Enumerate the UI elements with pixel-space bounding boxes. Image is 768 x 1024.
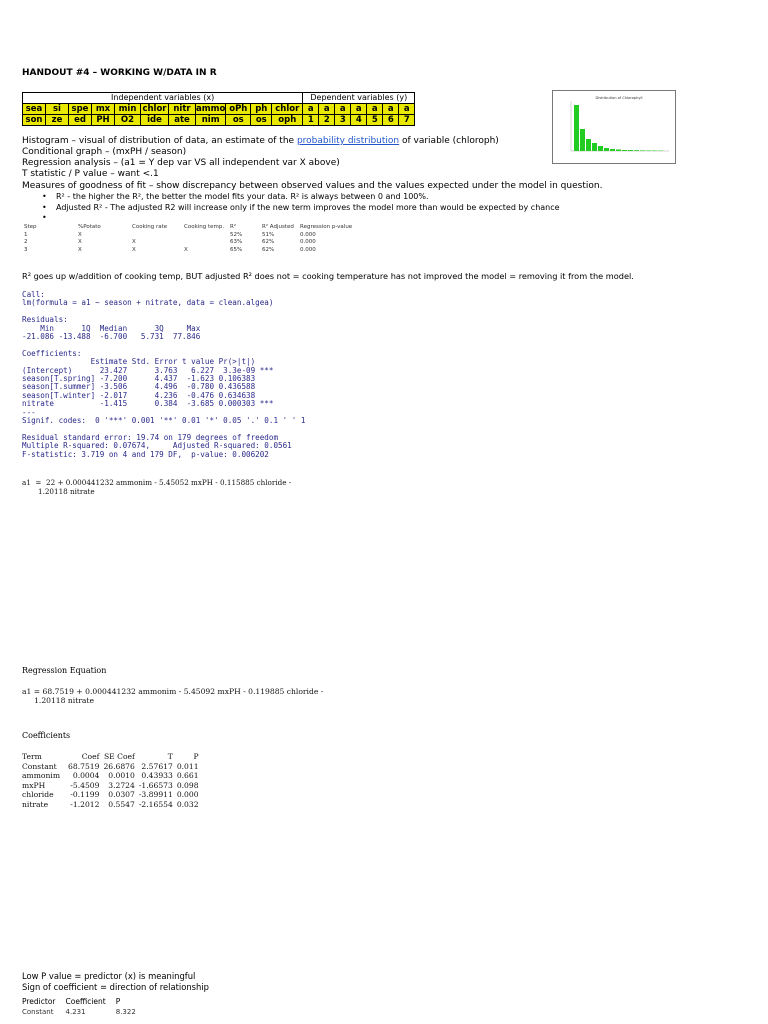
histogram-line: Histogram – visual of distribution of data, an estimate of the probability distribution of variable (chloroph) (22, 136, 499, 146)
coefficients-header-cell: Coef (81, 752, 100, 761)
dependent-var-cell: a (319, 104, 335, 115)
steps-cell: X (78, 246, 82, 253)
histogram-bar (622, 150, 627, 151)
independent-var-cell: nitr (169, 104, 196, 115)
chlorophyll-histogram-thumbnail (552, 90, 676, 164)
independent-var-cell: os (251, 115, 272, 126)
independent-var-cell: os (226, 115, 251, 126)
page-title: HANDOUT #4 – WORKING W/DATA IN R (22, 68, 217, 78)
steps-header-cell: R² Adjusted (262, 224, 294, 230)
r-regression-output: Call: lm(formula = a1 ~ season + nitrate, data = clean.algea) Residuals: Min 1Q Median 3Q Max -21.086 -13.488 -6.700 5.731 77.846 Coefficients: Estimate Std. Error t value Pr(>|t|) (Intercept) 23.427 3.763 6.227 3.3e-09 *** season[T.spring] -7.200 4.437 -1.623 0.106383 season[T.summer] -3.506 4.496 -0.780 0.436588 season[T.winter] -2.017 4.236 -0.476 0.634638 nitrate -1.415 0.384 -3.685 0.000303 *** --- Signif. codes: 0 '***' 0.001 '**' 0.01 '*' 0.05 '.' 0.1 ' ' 1 Residual standard error: 19.74 on 179 degrees of freedom Multiple R-squared: 0.07674, Adjusted R-squared: 0.0561 F-statistic: 3.719 on 4 and 179 DF, p-value: 0.006202 (22, 290, 306, 459)
coefficients-cell: 68.7519 (68, 761, 100, 771)
dependent-var-cell: a (367, 104, 383, 115)
sign-coefficient-note: Sign of coefficient = direction of relationship (22, 982, 209, 992)
independent-var-cell: son (23, 115, 46, 126)
independent-var-cell: ph (251, 104, 272, 115)
histogram-svg (553, 91, 675, 163)
coefficients-cell: 0.098 (176, 780, 199, 790)
steps-row (24, 239, 360, 247)
histogram-bar (616, 150, 621, 152)
coefficients-header-cell: T (167, 752, 173, 761)
coefficients-cell: -1.66573 (138, 780, 173, 790)
independent-var-cell: ide (141, 115, 169, 126)
steps-row (24, 232, 360, 240)
independent-var-cell: ze (46, 115, 69, 126)
coefficients-heading: Coefficients (22, 731, 71, 740)
steps-header-cell: Cooking rate (132, 224, 168, 230)
coefficients-cell: 0.661 (176, 771, 199, 781)
steps-cell: X (132, 246, 136, 253)
predictor-cell: Constant (22, 1008, 54, 1016)
low-p-note: Low P value = predictor (x) is meaningful (22, 971, 196, 981)
independent-var-cell: oph (272, 115, 303, 126)
steps-cell: X (78, 239, 82, 245)
coefficients-cell: chloride (22, 790, 54, 800)
coefficients-row (22, 781, 203, 791)
variables-table (22, 92, 415, 126)
dependent-var-cell: a (383, 104, 399, 115)
t-statistic-line: T statistic / P value – want <.1 (22, 169, 159, 179)
r-squared-note: R² goes up w/addition of cooking temp, BUT adjusted R² does not = cooking temperature has not improved the model = removing it from the model. (22, 271, 634, 281)
coefficients-cell: 26.6876 (103, 761, 135, 771)
independent-var-cell: ed (69, 115, 92, 126)
histogram-bar (628, 150, 633, 151)
coefficients-cell: 0.5547 (108, 799, 135, 809)
independent-var-cell: PH (92, 115, 115, 126)
independent-var-cell: ate (169, 115, 196, 126)
bullet-adjusted: • (42, 203, 47, 212)
independent-var-cell: min (115, 104, 141, 115)
coefficients-cell: 2.57617 (141, 761, 173, 771)
steps-cell: 2 (24, 239, 28, 245)
conditional-graph-line: Conditional graph – (mxPH / season) (22, 147, 187, 157)
steps-row (24, 247, 360, 255)
independent-var-cell: mx (92, 104, 115, 115)
dependent-var-cell: a (335, 104, 351, 115)
independent-var-cell: ammo (196, 104, 226, 114)
predictor-table (22, 996, 146, 1018)
steps-cell: 0.000 (300, 231, 316, 238)
histogram-bar (592, 143, 597, 151)
regression-equation-heading: Regression Equation (22, 666, 107, 675)
independent-var-cell: sea (23, 104, 46, 115)
dependent-variables-header: Dependent variables (y) (303, 93, 415, 104)
goodness-of-fit-line: Measures of goodness of fit – show discrepancy between observed values and the values expected under the model in question. (22, 181, 603, 191)
independent-var-cell: chlor (272, 104, 303, 115)
predictor-header-cell: Predictor (22, 997, 56, 1006)
coefficients-cell: 0.011 (176, 761, 199, 771)
steps-cell: 62% (262, 239, 275, 245)
bullet-empty: • (42, 213, 47, 222)
coefficients-cell: 0.0010 (108, 771, 135, 781)
steps-header-cell: Cooking temp. (184, 224, 225, 230)
dependent-var-cell: a (303, 104, 319, 115)
dependent-var-cell: 3 (335, 115, 351, 126)
coefficients-cell: 0.0307 (108, 790, 135, 800)
steps-cell: 51% (262, 231, 275, 238)
dependent-var-cell: 4 (351, 115, 367, 126)
steps-cell (184, 232, 230, 240)
steps-header-cell: Step (24, 224, 37, 230)
independent-var-cell: nim (196, 115, 226, 126)
histogram-bar (598, 146, 603, 151)
independent-variables-header: Independent variables (x) (23, 93, 303, 104)
dependent-var-cell: 2 (319, 115, 335, 126)
regression-equation: a1 = 68.7519 + 0.000441232 ammonim - 5.45092 mxPH - 0.119885 chloride - 1.20118 nitrate (22, 687, 324, 705)
bullet-r-squared: • (42, 192, 47, 201)
coefficients-row (22, 762, 203, 772)
steps-cell: 0.000 (300, 239, 316, 245)
dependent-var-cell: 1 (303, 115, 319, 126)
coefficients-table (22, 752, 203, 810)
coefficients-cell: -3.89911 (138, 790, 173, 800)
histogram-bar (610, 149, 615, 151)
coefficients-cell: ammonim (22, 771, 61, 781)
coefficients-row (22, 771, 203, 781)
histogram-bar (646, 151, 651, 152)
steps-cell: X (184, 246, 188, 253)
steps-cell: 52% (230, 231, 243, 238)
coefficients-row (22, 790, 203, 800)
dependent-var-cell: 5 (367, 115, 383, 126)
steps-cell: 0.000 (300, 246, 316, 253)
coefficients-cell: mxPH (22, 780, 46, 790)
coefficients-header-cell: Term (22, 752, 42, 761)
histogram-bar (586, 139, 591, 151)
steps-cell: 3 (24, 246, 28, 253)
histogram-bar (580, 129, 585, 151)
bullet-adjusted-text: Adjusted R² - The adjusted R2 will increase only if the new term improves the model more than would be expected by chance (56, 203, 560, 212)
steps-table (24, 224, 360, 254)
steps-cell: 63% (230, 239, 243, 245)
independent-var-cell: O2 (115, 115, 141, 126)
predictor-header-cell: P (115, 997, 121, 1006)
steps-cell: 65% (230, 246, 243, 253)
predictor-header-row (22, 996, 146, 1007)
coefficients-cell: -0.1199 (70, 790, 100, 800)
steps-header-cell: R² (230, 224, 237, 230)
histogram-bar (634, 150, 639, 151)
regression-analysis-line: Regression analysis – (a1 = Y dep var VS all independent var X above) (22, 158, 340, 168)
coefficients-cell: -5.4509 (70, 780, 100, 790)
coefficients-cell: 0.000 (176, 790, 199, 800)
coefficients-cell: 0.032 (176, 799, 199, 809)
steps-cell: 1 (24, 231, 28, 238)
equation-one: a1 = 22 + 0.000441232 ammonim - 5.45052 mxPH - 0.115885 chloride - 1.20118 nitrate (22, 478, 292, 496)
bullet-r-squared-text: R² - the higher the R², the better the model fits your data. R² is always between 0 and 100%. (56, 192, 429, 201)
predictor-cell: 4.231 (65, 1008, 86, 1016)
predictor-cell: 8.322 (115, 1008, 136, 1016)
independent-var-cell: oPh (226, 104, 251, 115)
variables-row-bottom (23, 115, 415, 126)
independent-var-cell: si (46, 104, 69, 115)
independent-var-cell: spe (69, 104, 92, 115)
steps-cell (184, 239, 230, 247)
coefficients-header-cell: P (193, 752, 199, 761)
steps-cell: X (78, 231, 82, 238)
dependent-var-cell: 6 (383, 115, 399, 126)
coefficients-cell: -2.16554 (138, 799, 173, 809)
histogram-bar (604, 148, 609, 151)
probability-distribution-link[interactable]: probability distribution (296, 136, 400, 146)
steps-cell (132, 232, 184, 240)
coefficients-cell: nitrate (22, 799, 49, 809)
predictor-header-cell: Coefficient (65, 997, 106, 1006)
dependent-var-cell: 7 (399, 115, 415, 126)
histogram-title: Distribution of Chlorophyll (595, 96, 643, 100)
steps-header-cell: %Potato (78, 224, 101, 230)
coefficients-cell: 0.43933 (141, 771, 173, 781)
steps-cell: 62% (262, 246, 275, 253)
coefficients-header-cell: SE Coef (103, 752, 135, 761)
histogram-bar (652, 151, 657, 152)
dependent-var-cell: a (399, 104, 415, 115)
steps-cell: X (132, 239, 136, 245)
histogram-bar (574, 105, 579, 151)
histogram-bar (640, 150, 645, 151)
coefficients-header-row (22, 752, 203, 762)
predictor-row (22, 1007, 146, 1018)
independent-var-cell: chlor (142, 104, 167, 114)
coefficients-cell: Constant (22, 761, 57, 771)
coefficients-cell: 0.0004 (72, 771, 100, 781)
coefficients-row (22, 800, 203, 810)
coefficients-cell: 3.2724 (108, 780, 135, 790)
steps-header-row (24, 224, 360, 232)
variables-row-top (23, 104, 415, 115)
dependent-var-cell: a (351, 104, 367, 115)
coefficients-cell: -1.2012 (70, 799, 100, 809)
steps-header-cell: Regression p-value (300, 224, 353, 230)
